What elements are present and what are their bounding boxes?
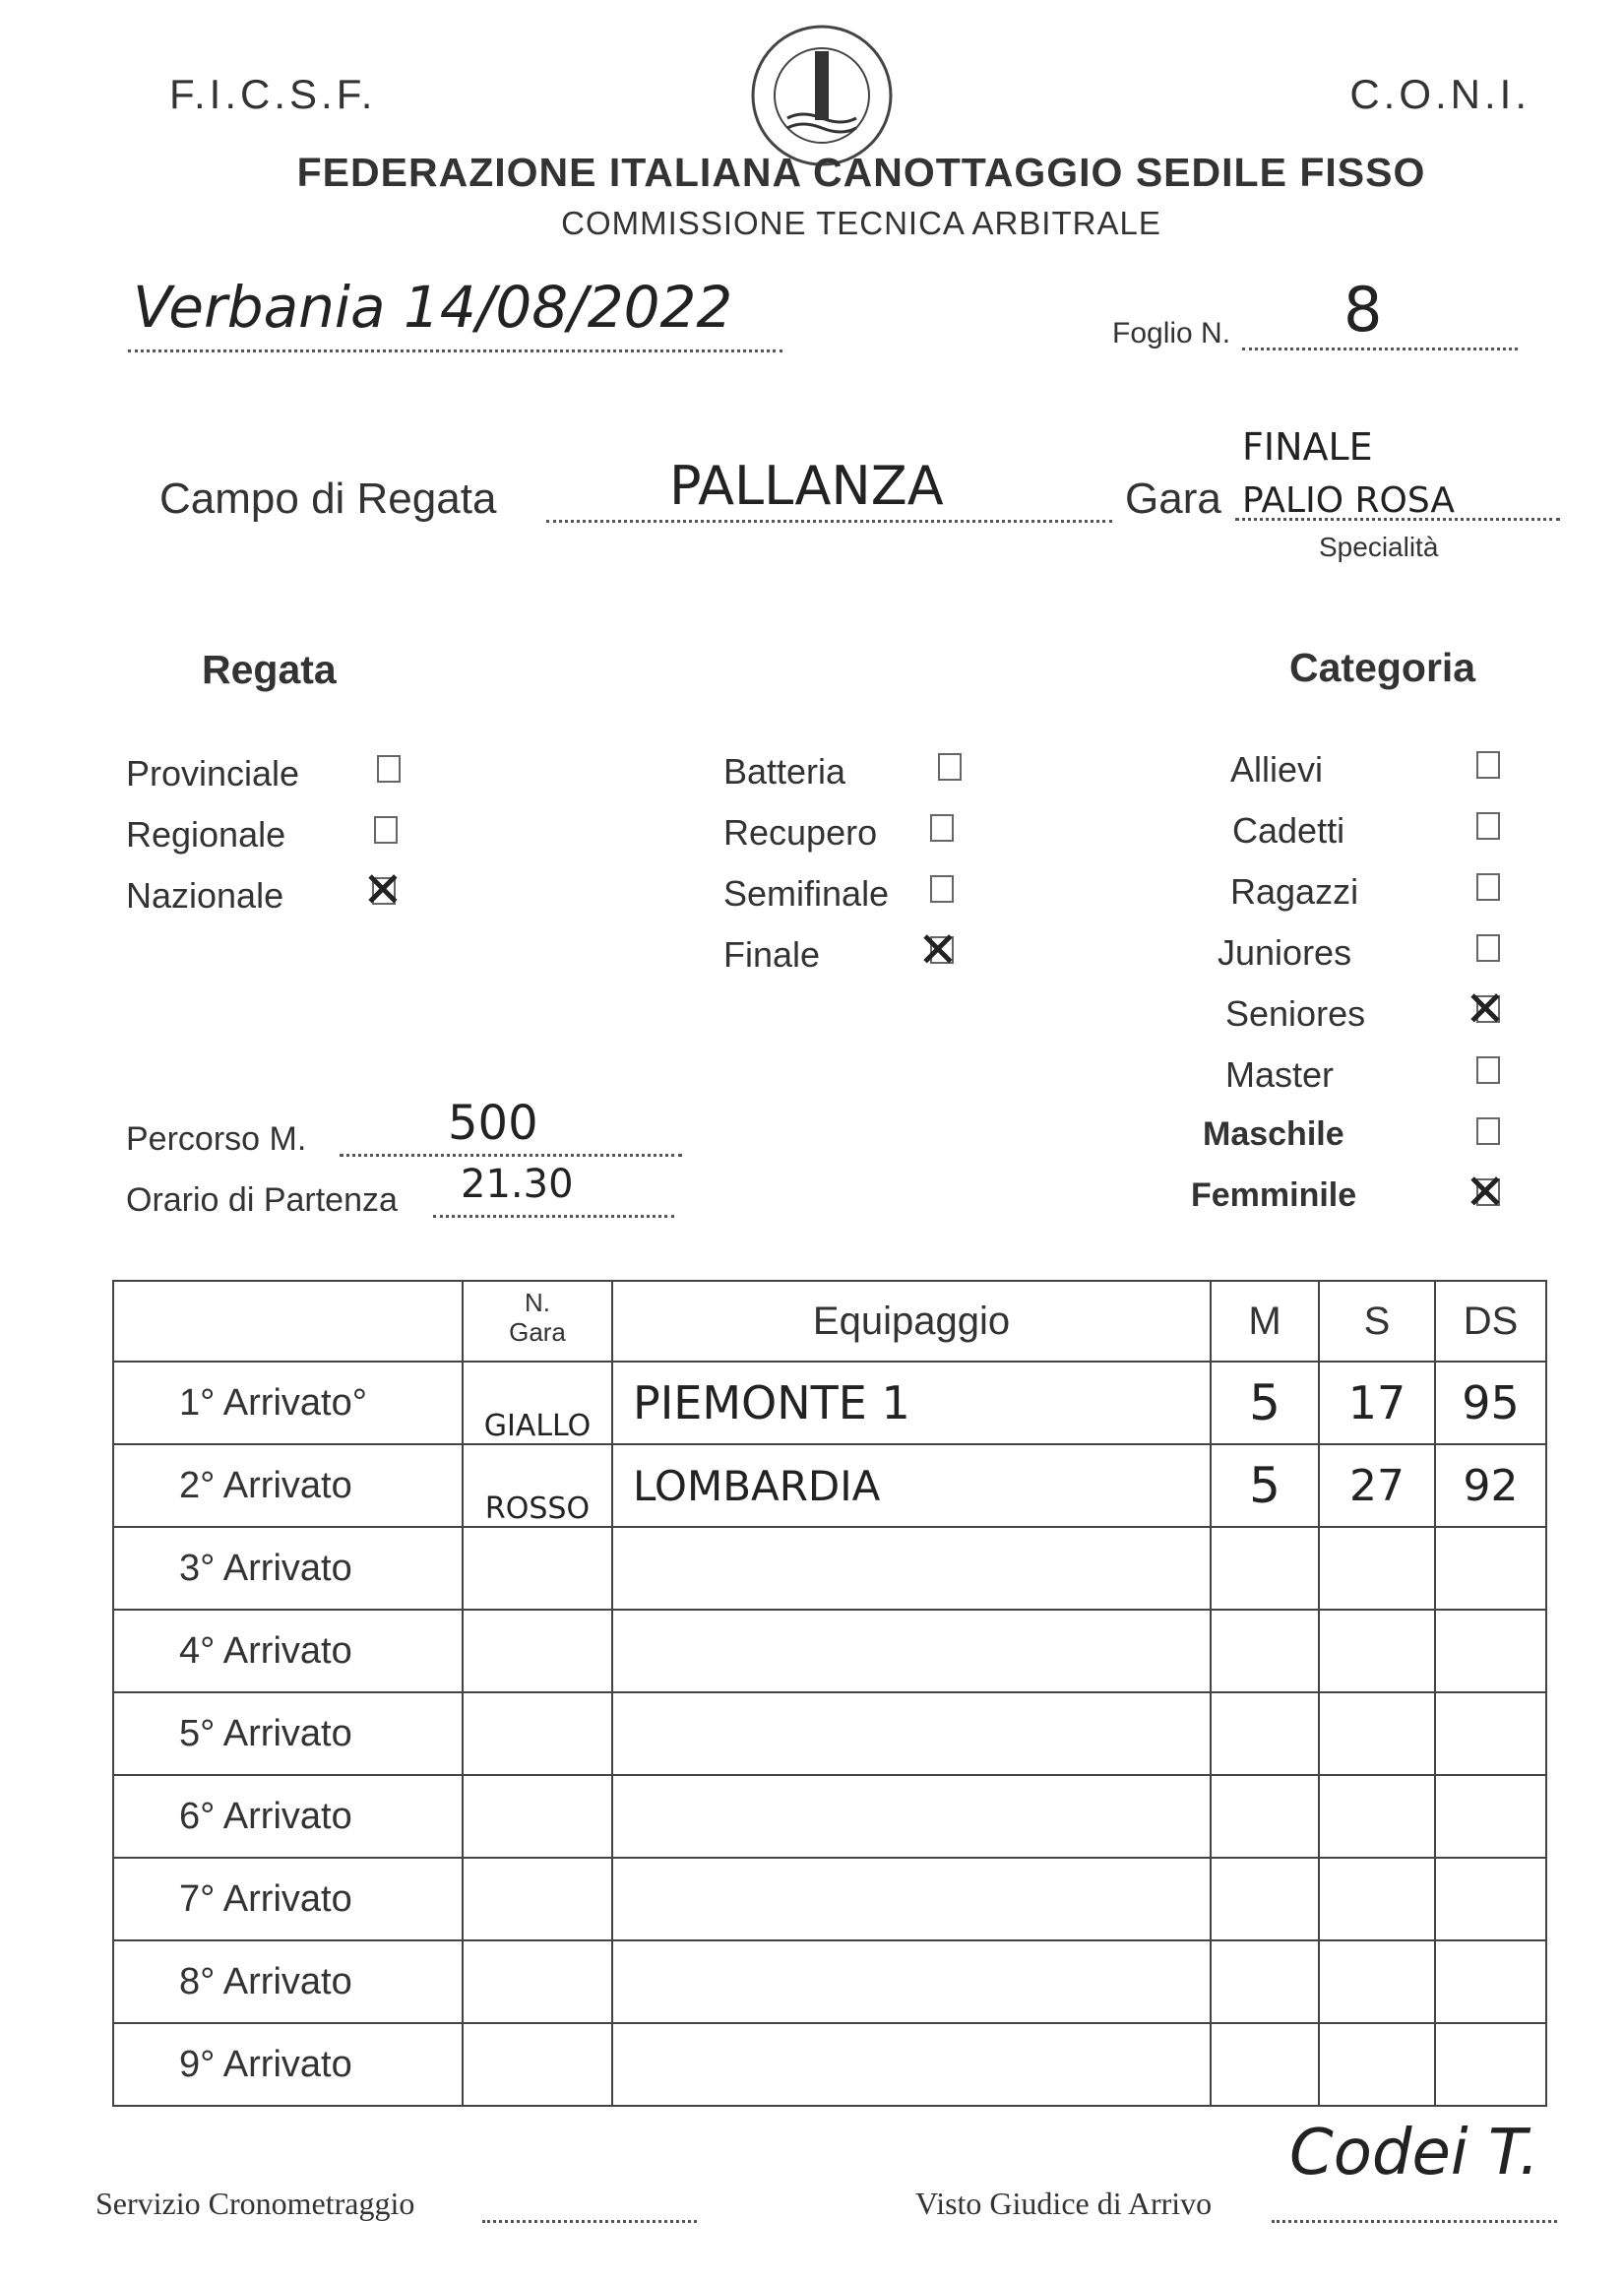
campo-label: Campo di Regata: [159, 475, 497, 523]
position-cell: 5° Arrivato: [113, 1692, 463, 1775]
equipaggio-cell[interactable]: [612, 1527, 1211, 1610]
minutes-cell[interactable]: [1211, 1692, 1319, 1775]
ds-cell[interactable]: 92: [1435, 1444, 1546, 1527]
column-header: S: [1319, 1281, 1435, 1362]
ds-cell[interactable]: [1435, 1692, 1546, 1775]
checkbox-regionale[interactable]: [374, 816, 398, 844]
equipaggio-cell[interactable]: [612, 1858, 1211, 1940]
checkbox-cadetti[interactable]: [1476, 812, 1500, 840]
checkbox-ragazzi[interactable]: [1476, 873, 1500, 901]
gara-cell[interactable]: [463, 1692, 612, 1775]
equipaggio-cell[interactable]: [612, 1940, 1211, 2023]
ds-cell[interactable]: [1435, 1527, 1546, 1610]
checkbox-master[interactable]: [1476, 1056, 1500, 1084]
fase-item-label: Recupero: [723, 812, 878, 853]
giudice-line: [1272, 2210, 1557, 2223]
giudice-label: Visto Giudice di Arrivo: [915, 2186, 1213, 2221]
table-row: [113, 1527, 1546, 1610]
gara-line: [1235, 492, 1560, 521]
checkbox-semifinale[interactable]: [930, 875, 954, 903]
seconds-cell[interactable]: [1319, 1527, 1435, 1610]
categoria-title: Categoria: [1289, 645, 1476, 690]
categoria-item-label: Juniores: [1218, 932, 1352, 973]
column-header: Equipaggio: [612, 1281, 1211, 1362]
gara-label: Gara: [1125, 475, 1221, 523]
header-coni: C.O.N.I.: [1349, 71, 1530, 117]
minutes-cell[interactable]: 5: [1211, 1444, 1319, 1527]
minutes-cell[interactable]: [1211, 1858, 1319, 1940]
position-cell: 6° Arrivato: [113, 1775, 463, 1858]
table-row: [113, 1940, 1546, 2023]
ds-cell[interactable]: [1435, 1858, 1546, 1940]
minutes-cell[interactable]: 5: [1211, 1362, 1319, 1444]
check-mark-icon: ✕: [1465, 1164, 1506, 1221]
minutes-cell[interactable]: [1211, 1527, 1319, 1610]
seconds-cell[interactable]: [1319, 1692, 1435, 1775]
gara-note: FINALE: [1242, 425, 1373, 469]
minutes-cell[interactable]: [1211, 2023, 1319, 2106]
gara-value: PALIO ROSA: [1242, 480, 1455, 521]
place-date-value: Verbania 14/08/2022: [133, 274, 733, 341]
gara-cell[interactable]: [463, 1610, 612, 1692]
column-header-ngara: [463, 1281, 612, 1362]
checkbox-maschile[interactable]: [1476, 1117, 1500, 1145]
equipaggio-cell[interactable]: [612, 1692, 1211, 1775]
equipaggio-cell[interactable]: [612, 1775, 1211, 1858]
column-header-text: N. Gara: [509, 1288, 566, 1347]
equipaggio-cell[interactable]: LOMBARDIA: [612, 1444, 1211, 1527]
categoria-item-label: Seniores: [1225, 993, 1366, 1034]
check-mark-icon: ✕: [917, 921, 959, 979]
seconds-cell[interactable]: [1319, 1940, 1435, 2023]
categoria-item-label: Femminile: [1191, 1176, 1357, 1214]
ds-cell[interactable]: 95: [1435, 1362, 1546, 1444]
ds-cell[interactable]: [1435, 1775, 1546, 1858]
foglio-value: 8: [1343, 274, 1383, 346]
federation-logo: [748, 22, 896, 169]
ds-cell[interactable]: [1435, 1610, 1546, 1692]
categoria-item-label: Maschile: [1203, 1115, 1344, 1153]
fase-item-label: Batteria: [723, 751, 846, 792]
specialita-label: Specialità: [1319, 532, 1439, 562]
minutes-cell[interactable]: [1211, 1775, 1319, 1858]
table-row: [113, 2023, 1546, 2106]
seconds-cell[interactable]: [1319, 1775, 1435, 1858]
check-mark-icon: ✕: [1465, 981, 1506, 1038]
table-row: [113, 1692, 1546, 1775]
position-cell: 1° Arrivato°: [113, 1362, 463, 1444]
gara-cell[interactable]: ROSSO: [463, 1444, 612, 1527]
categoria-item-label: Cadetti: [1232, 810, 1345, 851]
table-header-row: [113, 1281, 1546, 1362]
campo-value: PALLANZA: [669, 455, 944, 517]
minutes-cell[interactable]: [1211, 1940, 1319, 2023]
categoria-item-label: Master: [1225, 1054, 1335, 1095]
equipaggio-cell[interactable]: [612, 1610, 1211, 1692]
table-row: [113, 1444, 1546, 1527]
regata-item-label: Provinciale: [126, 753, 300, 793]
table-row: [113, 1858, 1546, 1940]
header-ficsf: F.I.C.S.F.: [169, 71, 377, 117]
equipaggio-cell[interactable]: PIEMONTE 1: [612, 1362, 1211, 1444]
seconds-cell[interactable]: 27: [1319, 1444, 1435, 1527]
results-table: [112, 1280, 1547, 2107]
commission-subtitle: COMMISSIONE TECNICA ARBITRALE: [561, 205, 1161, 241]
checkbox-juniores[interactable]: [1476, 934, 1500, 962]
cronometraggio-line: [482, 2210, 697, 2223]
position-cell: 9° Arrivato: [113, 2023, 463, 2106]
orario-label: Orario di Partenza: [126, 1181, 398, 1219]
minutes-cell[interactable]: [1211, 1610, 1319, 1692]
orario-value: 21.30: [461, 1162, 574, 1207]
checkbox-batteria[interactable]: [938, 753, 962, 781]
percorso-label: Percorso M.: [126, 1120, 307, 1158]
gara-cell[interactable]: [463, 1940, 612, 2023]
seconds-cell[interactable]: [1319, 1610, 1435, 1692]
equipaggio-cell[interactable]: [612, 2023, 1211, 2106]
column-header: M: [1211, 1281, 1319, 1362]
ds-cell[interactable]: [1435, 1940, 1546, 2023]
percorso-value: 500: [448, 1096, 538, 1151]
regata-item-label: Nazionale: [126, 875, 284, 916]
federation-title: FEDERAZIONE ITALIANA CANOTTAGGIO SEDILE FISSO: [296, 150, 1426, 195]
categoria-item-label: Ragazzi: [1230, 871, 1359, 912]
checkbox-recupero[interactable]: [930, 814, 954, 842]
check-mark-icon: ✕: [362, 861, 404, 919]
regata-item-label: Regionale: [126, 814, 286, 855]
seconds-cell[interactable]: [1319, 1858, 1435, 1940]
regata-title: Regata: [202, 647, 337, 692]
position-cell: 8° Arrivato: [113, 1940, 463, 2023]
seconds-cell[interactable]: [1319, 2023, 1435, 2106]
position-cell: 2° Arrivato: [113, 1444, 463, 1527]
gara-cell[interactable]: [463, 1527, 612, 1610]
table-row: [113, 1362, 1546, 1444]
cronometraggio-label: Servizio Cronometraggio: [95, 2186, 415, 2221]
gara-cell[interactable]: [463, 2023, 612, 2106]
fase-item-label: Semifinale: [723, 873, 890, 914]
column-header: DS: [1435, 1281, 1546, 1362]
gara-cell[interactable]: [463, 1858, 612, 1940]
table-row: [113, 1775, 1546, 1858]
column-header: [113, 1281, 463, 1362]
ds-cell[interactable]: [1435, 2023, 1546, 2106]
checkbox-provinciale[interactable]: [377, 755, 401, 783]
gara-cell[interactable]: GIALLO: [463, 1362, 612, 1444]
fase-item-label: Finale: [723, 934, 821, 975]
position-cell: 7° Arrivato: [113, 1858, 463, 1940]
categoria-item-label: Allievi: [1230, 749, 1324, 790]
position-cell: 4° Arrivato: [113, 1610, 463, 1692]
gara-cell[interactable]: [463, 1775, 612, 1858]
seconds-cell[interactable]: 17: [1319, 1362, 1435, 1444]
position-cell: 3° Arrivato: [113, 1527, 463, 1610]
foglio-label: Foglio N.: [1112, 317, 1231, 349]
judge-signature: Codei T.: [1289, 2117, 1539, 2189]
table-row: [113, 1610, 1546, 1692]
checkbox-allievi[interactable]: [1476, 751, 1500, 779]
